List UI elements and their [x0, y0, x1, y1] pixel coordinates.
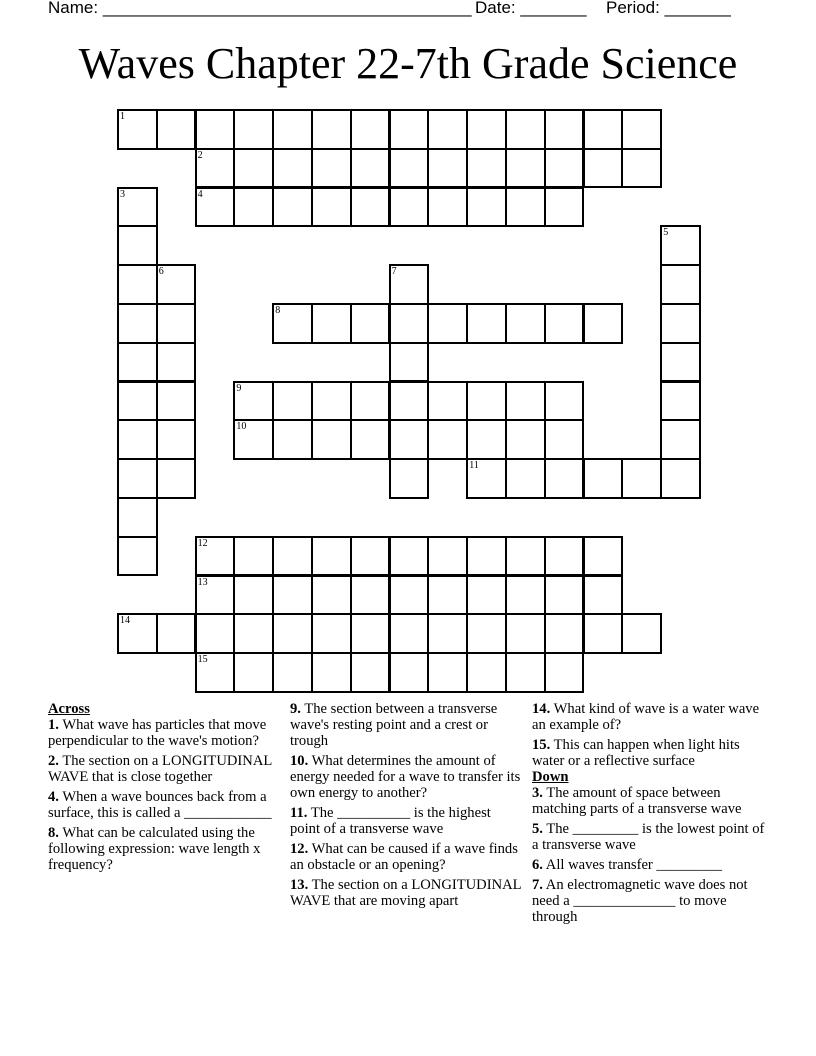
- crossword-cell[interactable]: [272, 613, 313, 654]
- clue-number: 2: [197, 149, 203, 161]
- crossword-cell[interactable]: [311, 381, 352, 422]
- crossword-cell[interactable]: [544, 575, 585, 616]
- crossword-cell[interactable]: [505, 613, 546, 654]
- crossword-cell[interactable]: [389, 458, 430, 499]
- crossword-cell[interactable]: [117, 264, 158, 305]
- crossword-cell[interactable]: [389, 264, 430, 305]
- crossword-cell[interactable]: [621, 148, 662, 189]
- crossword-cell[interactable]: [583, 536, 624, 577]
- crossword-cell[interactable]: [195, 148, 236, 189]
- crossword-cell[interactable]: [466, 575, 507, 616]
- crossword-cell[interactable]: [156, 419, 197, 460]
- clue-down-5: 5. The _________ is the lowest point of a transverse wave: [532, 821, 765, 853]
- crossword-cell[interactable]: [233, 652, 274, 693]
- crossword-cell[interactable]: [272, 536, 313, 577]
- crossword-cell[interactable]: [389, 536, 430, 577]
- crossword-cell[interactable]: [117, 342, 158, 383]
- clue-down-7: 7. An electromagnetic wave does not need a ______________ to move through: [532, 877, 748, 925]
- crossword-cell[interactable]: [583, 109, 624, 150]
- crossword-cell[interactable]: [311, 148, 352, 189]
- crossword-cell[interactable]: [621, 613, 662, 654]
- crossword-cell[interactable]: [427, 652, 468, 693]
- crossword-cell[interactable]: [350, 575, 391, 616]
- crossword-cell[interactable]: [505, 381, 546, 422]
- crossword-cell[interactable]: [156, 458, 197, 499]
- clue-number: 4: [197, 188, 203, 200]
- crossword-cell[interactable]: [583, 575, 624, 616]
- crossword-cell[interactable]: [195, 575, 236, 616]
- crossword-cell[interactable]: [117, 458, 158, 499]
- clues-column-2: [290, 701, 522, 913]
- crossword-cell[interactable]: [466, 381, 507, 422]
- crossword-cell[interactable]: [544, 613, 585, 654]
- crossword-cell[interactable]: [621, 458, 662, 499]
- crossword-cell[interactable]: [544, 458, 585, 499]
- crossword-cell[interactable]: [505, 419, 546, 460]
- clue-across-4: 4. When a wave bounces back from a surface, this is called a ____________: [48, 789, 272, 821]
- crossword-cell[interactable]: [466, 419, 507, 460]
- period-label: Period:: [606, 0, 660, 17]
- clue-across-12: 12. What can be caused if a wave finds an obstacle or an opening?: [290, 841, 518, 873]
- crossword-cell[interactable]: [350, 109, 391, 150]
- clues-column-1: [48, 701, 276, 877]
- crossword-cell[interactable]: [660, 342, 701, 383]
- crossword-cell[interactable]: [233, 575, 274, 616]
- crossword-cell[interactable]: [195, 187, 236, 228]
- clue-across-9: 9. The section between a transverse wave's resting point and a crest or trough: [290, 701, 498, 749]
- crossword-cell[interactable]: [427, 109, 468, 150]
- crossword-cell[interactable]: [583, 148, 624, 189]
- crossword-cell[interactable]: [505, 458, 546, 499]
- crossword-cell[interactable]: [427, 381, 468, 422]
- crossword-cell[interactable]: [544, 652, 585, 693]
- crossword-cell[interactable]: [350, 381, 391, 422]
- crossword-cell[interactable]: [272, 381, 313, 422]
- clue-number: 6: [158, 266, 164, 278]
- crossword-cell[interactable]: [660, 419, 701, 460]
- crossword-cell[interactable]: [350, 303, 391, 344]
- crossword-cell[interactable]: [233, 613, 274, 654]
- crossword-cell[interactable]: [660, 458, 701, 499]
- crossword-cell[interactable]: [195, 536, 236, 577]
- crossword-cell[interactable]: [156, 613, 197, 654]
- crossword-cell[interactable]: [389, 381, 430, 422]
- crossword-cell[interactable]: [466, 652, 507, 693]
- crossword-cell[interactable]: [311, 652, 352, 693]
- crossword-cell[interactable]: [117, 613, 158, 654]
- crossword-cell[interactable]: [195, 109, 236, 150]
- crossword-cell[interactable]: [156, 303, 197, 344]
- name-blank: _______________________________________: [102, 0, 472, 17]
- date-label: Date:: [475, 0, 516, 17]
- crossword-cell[interactable]: [233, 381, 274, 422]
- crossword-cell[interactable]: [350, 148, 391, 189]
- crossword-cell[interactable]: [389, 613, 430, 654]
- crossword-cell[interactable]: [117, 225, 158, 266]
- clues-column-3: [532, 701, 772, 929]
- crossword-cell[interactable]: [233, 187, 274, 228]
- crossword-cell[interactable]: [350, 187, 391, 228]
- page-title: Waves Chapter 22-7th Grade Science: [78, 39, 738, 88]
- across-heading: Across: [48, 701, 90, 717]
- crossword-cell[interactable]: [350, 536, 391, 577]
- clue-number: 14: [120, 615, 130, 627]
- crossword-cell[interactable]: [660, 381, 701, 422]
- crossword-cell[interactable]: [156, 381, 197, 422]
- crossword-cell[interactable]: [505, 652, 546, 693]
- crossword-cell[interactable]: [389, 148, 430, 189]
- clue-number: 10: [236, 421, 247, 433]
- crossword-cell[interactable]: [233, 536, 274, 577]
- crossword-cell[interactable]: [389, 575, 430, 616]
- clue-across-1: 1. What wave has particles that move perpendicular to the wave's motion?: [48, 717, 267, 749]
- crossword-cell[interactable]: [156, 342, 197, 383]
- crossword-cell[interactable]: [466, 187, 507, 228]
- crossword-cell[interactable]: [427, 575, 468, 616]
- clue-number: 13: [197, 576, 208, 588]
- crossword-cell[interactable]: [466, 109, 507, 150]
- crossword-cell[interactable]: [505, 109, 546, 150]
- crossword-cell[interactable]: [233, 148, 274, 189]
- down-heading: Down: [532, 769, 569, 785]
- clue-across-11: 11. The __________ is the highest point of a transverse wave: [290, 805, 491, 837]
- clue-down-3: 3. The amount of space between matching parts of a transverse wave: [532, 785, 742, 817]
- clue-across-13: 13. The section on a LONGITUDINAL WAVE that are moving apart: [290, 877, 522, 909]
- crossword-cell[interactable]: [350, 419, 391, 460]
- crossword-cell[interactable]: [272, 652, 313, 693]
- crossword-cell[interactable]: [466, 613, 507, 654]
- crossword-cell[interactable]: [660, 303, 701, 344]
- crossword-cell[interactable]: [272, 575, 313, 616]
- clue-number: 3: [120, 188, 125, 200]
- crossword-cell[interactable]: [311, 536, 352, 577]
- crossword-cell[interactable]: [272, 109, 313, 150]
- clue-number: 15: [197, 654, 208, 666]
- crossword-cell[interactable]: [427, 536, 468, 577]
- crossword-cell[interactable]: [311, 303, 352, 344]
- crossword-cell[interactable]: [117, 381, 158, 422]
- crossword-cell[interactable]: [195, 613, 236, 654]
- crossword-cell[interactable]: [156, 109, 197, 150]
- clue-number: 11: [469, 460, 479, 472]
- crossword-cell[interactable]: [117, 187, 158, 228]
- crossword-cell[interactable]: [389, 109, 430, 150]
- crossword-cell[interactable]: [272, 187, 313, 228]
- crossword-cell[interactable]: [544, 303, 585, 344]
- crossword-cell[interactable]: [466, 303, 507, 344]
- crossword-cell[interactable]: [505, 575, 546, 616]
- crossword-cell[interactable]: [505, 303, 546, 344]
- crossword-cell[interactable]: [427, 187, 468, 228]
- crossword-cell[interactable]: [117, 497, 158, 538]
- crossword-cell[interactable]: [233, 419, 274, 460]
- crossword-cell[interactable]: [350, 652, 391, 693]
- clue-number: 7: [391, 266, 397, 278]
- clue-across-8: 8. What can be calculated using the following expression: wave length x frequency?: [48, 825, 261, 873]
- crossword-cell[interactable]: [505, 187, 546, 228]
- crossword-cell[interactable]: [389, 187, 430, 228]
- crossword-cell[interactable]: [117, 419, 158, 460]
- crossword-cell[interactable]: [427, 148, 468, 189]
- crossword-cell[interactable]: [233, 109, 274, 150]
- crossword-cell[interactable]: [583, 303, 624, 344]
- clue-number: 5: [663, 227, 669, 239]
- crossword-cell[interactable]: [117, 109, 158, 150]
- clue-number: 9: [236, 382, 242, 394]
- crossword-cell[interactable]: [117, 303, 158, 344]
- crossword-cell[interactable]: [389, 419, 430, 460]
- clue-number: 1: [120, 111, 125, 122]
- crossword-cell[interactable]: [350, 613, 391, 654]
- crossword-cell[interactable]: [583, 458, 624, 499]
- crossword-cell[interactable]: [311, 109, 352, 150]
- crossword-cell[interactable]: [156, 264, 197, 305]
- crossword-cell[interactable]: [427, 419, 468, 460]
- crossword-cell[interactable]: [117, 536, 158, 577]
- clue-down-6: 6. All waves transfer _________: [532, 857, 723, 873]
- crossword-cell[interactable]: [272, 419, 313, 460]
- crossword-cell[interactable]: [466, 148, 507, 189]
- crossword-cell[interactable]: [505, 148, 546, 189]
- crossword-cell[interactable]: [544, 381, 585, 422]
- crossword-cell[interactable]: [389, 303, 430, 344]
- crossword-cell[interactable]: [389, 652, 430, 693]
- crossword-cell[interactable]: [311, 575, 352, 616]
- period-blank: _______: [664, 0, 731, 17]
- clue-number: 8: [275, 305, 281, 316]
- crossword-cell[interactable]: [466, 458, 507, 499]
- crossword-cell[interactable]: [466, 536, 507, 577]
- crossword-cell[interactable]: [505, 536, 546, 577]
- crossword-cell[interactable]: [544, 148, 585, 189]
- clue-across-14: 14. What kind of wave is a water wave an example of?: [532, 701, 760, 733]
- crossword-cell[interactable]: [544, 187, 585, 228]
- clue-number: 12: [197, 537, 208, 549]
- crossword-cell[interactable]: [195, 652, 236, 693]
- crossword-cell[interactable]: [311, 419, 352, 460]
- clue-across-10: 10. What determines the amount of energy needed for a wave to transfer its own energy to another?: [290, 753, 521, 801]
- crossword-cell[interactable]: [427, 303, 468, 344]
- crossword-cell[interactable]: [272, 303, 313, 344]
- crossword-cell[interactable]: [544, 109, 585, 150]
- crossword-cell[interactable]: [544, 536, 585, 577]
- name-label: Name:: [48, 0, 99, 17]
- crossword-cell[interactable]: [311, 187, 352, 228]
- crossword-cell[interactable]: [544, 419, 585, 460]
- crossword-cell[interactable]: [389, 342, 430, 383]
- clue-across-2: 2. The section on a LONGITUDINAL WAVE that is close together: [48, 753, 272, 785]
- crossword-cell[interactable]: [427, 613, 468, 654]
- crossword-cell[interactable]: [272, 148, 313, 189]
- clue-across-15: 15. This can happen when light hits water or a reflective surface: [532, 737, 740, 769]
- crossword-cell[interactable]: [621, 109, 662, 150]
- crossword-cell[interactable]: [311, 613, 352, 654]
- date-blank: _______: [520, 0, 587, 17]
- crossword-cell[interactable]: [583, 613, 624, 654]
- crossword-cell[interactable]: [660, 225, 701, 266]
- crossword-cell[interactable]: [660, 264, 701, 305]
